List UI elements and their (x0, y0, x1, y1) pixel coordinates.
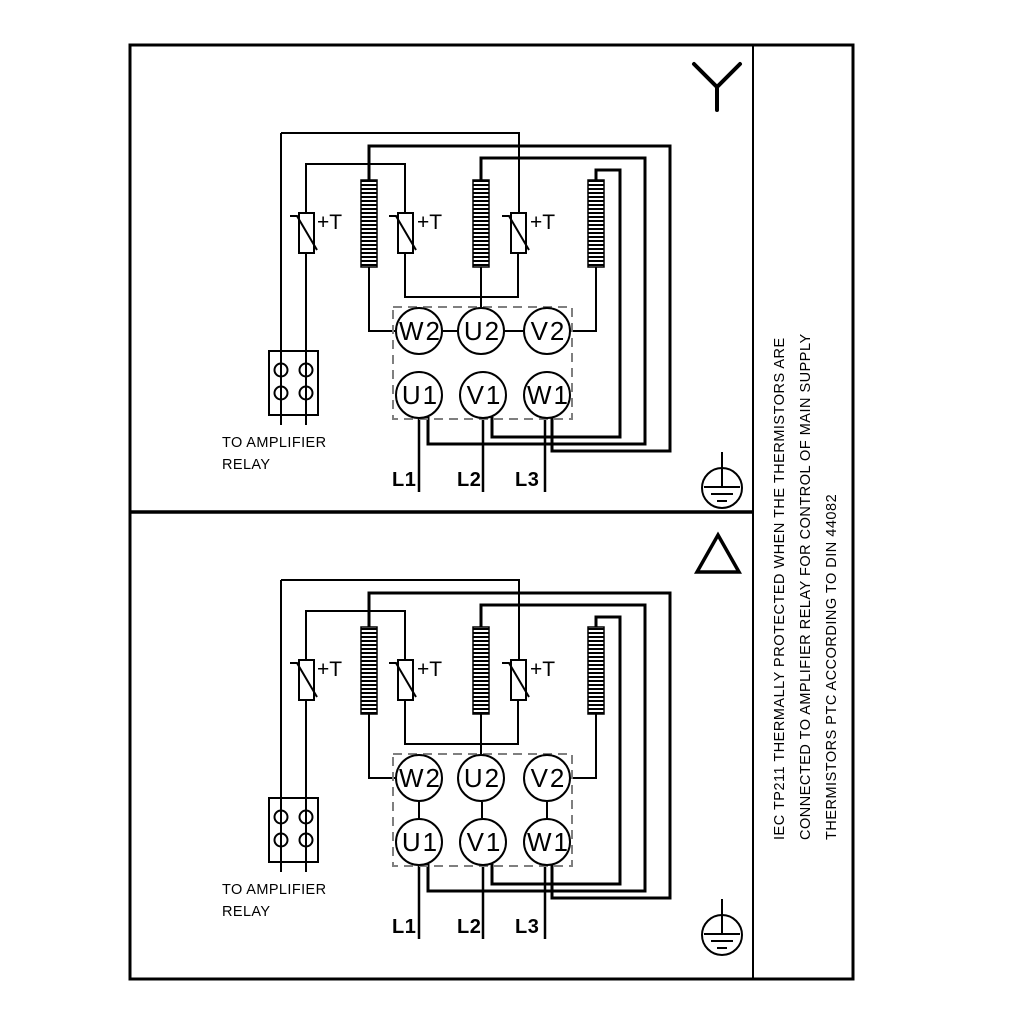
supply-l3-star: L3 (515, 469, 540, 491)
supply-l2-star: L2 (457, 469, 482, 491)
thermistor-label-2-star: +T (417, 211, 443, 234)
thermistor-label-3-star: +T (530, 211, 556, 234)
relay-caption-star: TO AMPLIFIER RELAY (222, 435, 327, 473)
delta-symbol-icon (697, 535, 739, 572)
thermistor-label-3-delta: +T (530, 658, 556, 681)
terminal-u2-star: U2 (457, 307, 505, 355)
terminal-v2-delta: V2 (523, 754, 571, 802)
terminal-w2-delta: W2 (395, 754, 443, 802)
terminal-w1-delta: W1 (523, 818, 571, 866)
star-symbol-icon (694, 64, 740, 110)
terminal-v1-star: V1 (459, 371, 507, 419)
delta-relay (269, 798, 318, 862)
side-note-line-2: CONNECTED TO AMPLIFIER RELAY FOR CONTROL OF MAIN SUPPLY (798, 333, 814, 840)
terminal-u2-delta: U2 (457, 754, 505, 802)
terminal-u1-delta: U1 (395, 818, 443, 866)
supply-l3-delta: L3 (515, 916, 540, 938)
relay-caption-delta: TO AMPLIFIER RELAY (222, 882, 327, 920)
side-note (767, 333, 845, 840)
supply-l1-star: L1 (392, 469, 417, 491)
supply-l2-delta: L2 (457, 916, 482, 938)
side-note-line-1: IEC TP211 THERMALLY PROTECTED WHEN THE THERMISTORS ARE (772, 337, 788, 840)
thermistor-label-1-delta: +T (317, 658, 343, 681)
side-note-line-3: THERMISTORS PTC ACCORDING TO DIN 44082 (824, 493, 840, 840)
star-ground-icon (702, 452, 742, 508)
terminal-v1-delta: V1 (459, 818, 507, 866)
terminal-w1-star: W1 (523, 371, 571, 419)
terminal-u1-star: U1 (395, 371, 443, 419)
delta-ground-icon (702, 899, 742, 955)
thermistor-label-2-delta: +T (417, 658, 443, 681)
thermistor-label-1-star: +T (317, 211, 343, 234)
terminal-w2-star: W2 (395, 307, 443, 355)
terminal-v2-star: V2 (523, 307, 571, 355)
star-relay (269, 351, 318, 415)
supply-l1-delta: L1 (392, 916, 417, 938)
